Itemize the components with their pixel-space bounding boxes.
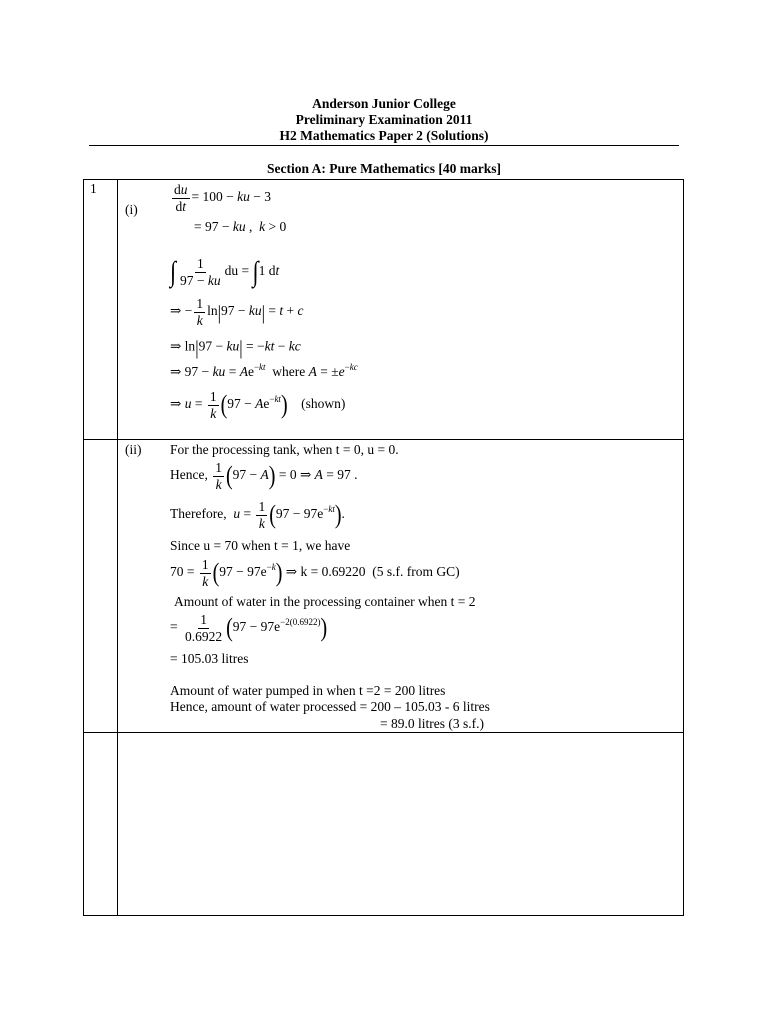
integral-line: ∫ $\frac{1}{97 - ku}$ du = ∫1 dt (170, 255, 280, 288)
amount-expression: = $\frac{1}{0.6922}$ $(97 - 97e^{-2(0.6922)})$ (170, 612, 328, 644)
shown-line: ⇒ u = $\frac{1}{k}$ $(97 - Ae^{-kt})$ (shown) (170, 389, 346, 421)
school-name: Anderson Junior College (312, 96, 456, 111)
amount-line: Amount of water in the processing container when t = 2 (174, 594, 476, 609)
hence-a-line: Hence, $\frac{1}{k}$ (97 − A) = 0 ⇒ A = 97 . (170, 460, 358, 492)
k-value: k = 0.69220 (300, 564, 366, 580)
initial-condition-line: For the processing tank, when t = 0, u = 0. (170, 442, 399, 457)
part-i-label: (i) (125, 202, 138, 217)
paper-title: H2 Mathematics Paper 2 (Solutions) (279, 128, 489, 143)
shown-label: (shown) (301, 396, 346, 412)
processed-line: Hence, amount of water processed = 200 – 105.03 - 6 litres (170, 699, 490, 714)
ln-line-2: ⇒ ln|97 − ku| = −kt − kc (170, 336, 301, 359)
de-line-2: = 97 − ku , k > 0 (194, 219, 287, 234)
table-border-left (83, 179, 84, 916)
table-border-bottom (83, 915, 684, 916)
therefore-line: Therefore, u = $\frac{1}{k}$ $(97 - 97e^{-kt})$. (170, 499, 345, 531)
solve-k-line: 70 = $\frac{1}{k}$ $(97 - 97e^{-k})$ ⇒ k = 0.69220 (5 s.f. from GC) (170, 557, 460, 589)
final-answer: = 89.0 litres (3 s.f.) (380, 716, 484, 731)
exam-name: Preliminary Examination 2011 (295, 112, 473, 127)
question-number: 1 (90, 181, 97, 196)
de-line-1: $\frac{du}{dt}$ = 100 − ku − 3 (174, 182, 271, 214)
part-ii-label: (ii) (125, 442, 142, 457)
column-divider (117, 179, 118, 916)
row-divider-1 (83, 439, 684, 440)
since-line: Since u = 70 when t = 1, we have (170, 538, 351, 553)
exp-line: ⇒ 97 − ku = $Ae^{-kt}$ where $A = \pm e^{-kc}$ (170, 362, 358, 379)
gc-note: (5 s.f. from GC) (372, 564, 460, 580)
ln-line-1: ⇒ − $\frac{1}{k}$ ln|97 − ku| = t + c (170, 296, 304, 328)
table-border-top (83, 179, 684, 180)
section-title: Section A: Pure Mathematics [40 marks] (266, 161, 502, 176)
table-border-right (683, 179, 684, 916)
amount-result: = 105.03 litres (170, 651, 249, 666)
hence-label: Hence, (170, 467, 208, 483)
header-rule (89, 145, 679, 146)
where-text: where (272, 364, 306, 379)
therefore-label: Therefore, (170, 506, 227, 522)
row-divider-2 (83, 732, 684, 733)
pumped-line: Amount of water pumped in when t =2 = 200 litres (170, 683, 446, 698)
